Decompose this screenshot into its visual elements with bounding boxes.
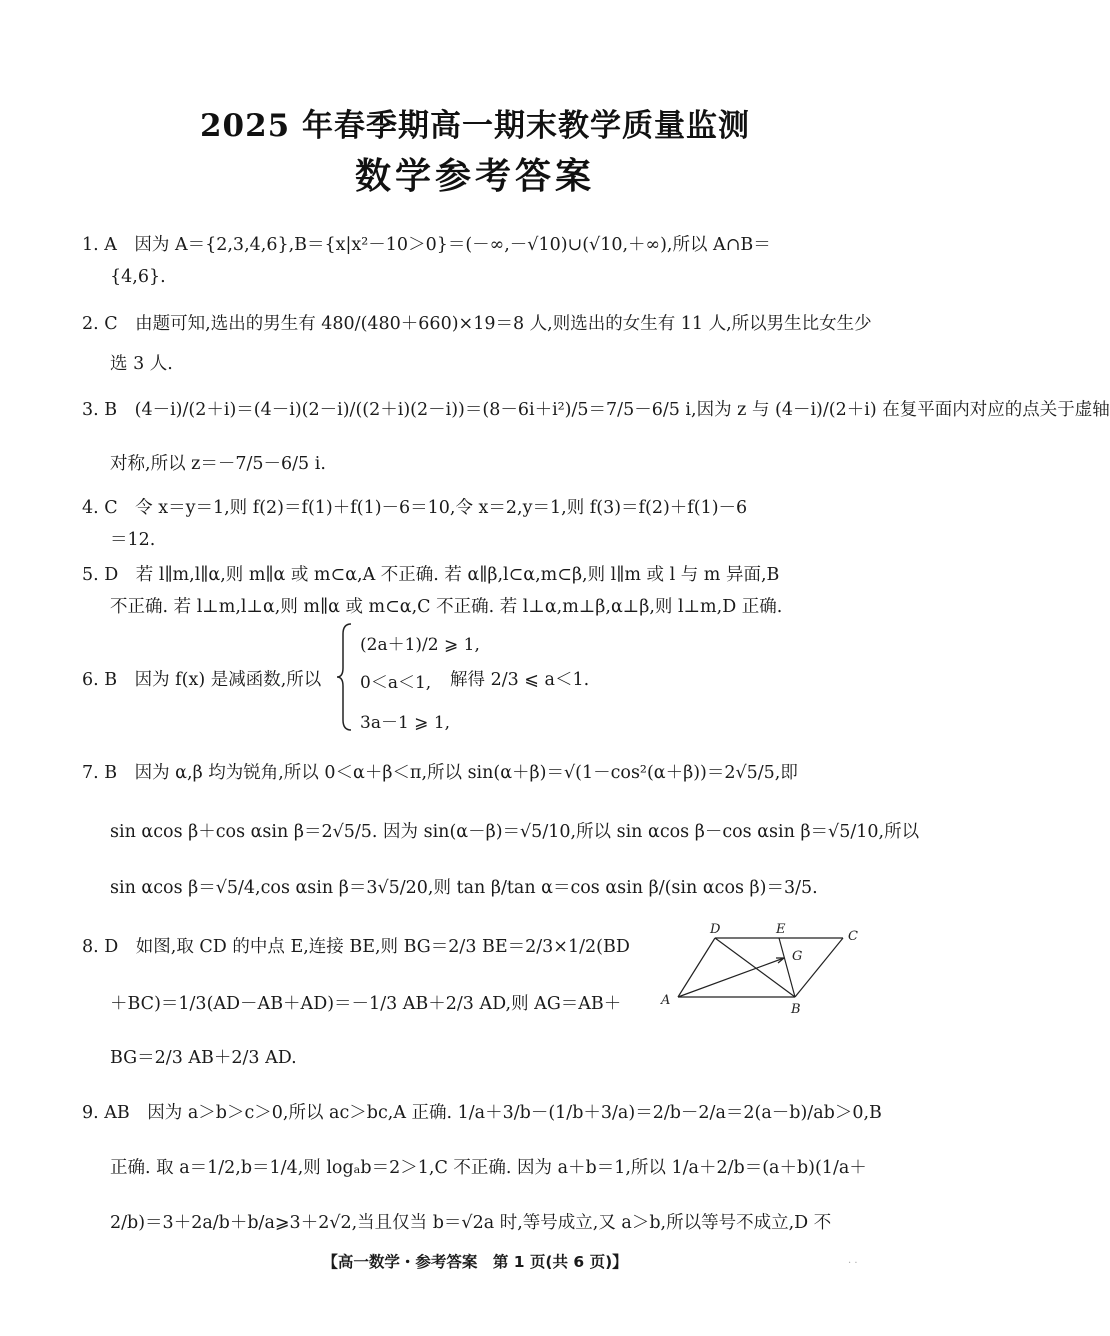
q3-line1: 3. B (4－i)/(2＋i)＝(4－i)(2－i)/((2＋i)(2－i))＝(8－6i＋i²)/5＝7/5－6/5 i,因为 z 与 (4－i)/(2＋i) 在复平面内对应的点关于虚轴 [82, 400, 1110, 420]
page-footer: 【高一数学・参考答案 第 1 页(共 6 页)】 [322, 1253, 628, 1271]
q1-line2: {4,6}. [110, 267, 166, 287]
label-a: A [661, 993, 671, 1008]
q6-lead: 6. B 因为 f(x) 是减函数,所以 [82, 670, 322, 690]
corner-mark: · · [848, 1258, 858, 1269]
edge-cb [795, 938, 843, 997]
answer-title: 数学参考答案 [354, 155, 595, 197]
q8-line1: 8. D 如图,取 CD 的中点 E,连接 BE,则 BG＝2/3 BE＝2/3×1/2(BD [82, 937, 630, 957]
system-brace [335, 622, 355, 732]
label-d: D [710, 922, 721, 937]
q4-line2: ＝12. [110, 530, 156, 550]
segment-eb [779, 938, 795, 997]
q7-line3: sin αcos β＝√5/4,cos αsin β＝3√5/20,则 tan β/tan α＝cos αsin β/(sin αcos β)＝3/5. [110, 878, 818, 898]
edge-ad [678, 938, 715, 997]
q5-line1: 5. D 若 l∥m,l∥α,则 m∥α 或 m⊂α,A 不正确. 若 α∥β,l⊂α,m⊂β,则 l∥m 或 l 与 m 异面,B [82, 565, 780, 585]
q4-line1: 4. C 令 x＝y＝1,则 f(2)＝f(1)＋f(1)－6＝10,令 x＝2,y＝1,则 f(3)＝f(2)＋f(1)－6 [82, 498, 748, 518]
q3-line2: 对称,所以 z＝－7/5－6/5 i. [110, 454, 326, 474]
q2-line1: 2. C 由题可知,选出的男生有 480/(480＋660)×19＝8 人,则选出的女生有 11 人,所以男生比女生少 [82, 314, 872, 334]
exam-title: 2025 年春季期高一期末教学质量监测 [199, 108, 751, 144]
q8-line3: BG＝2/3 AB＋2/3 AD. [110, 1048, 297, 1068]
label-e: E [776, 922, 786, 937]
q6-condition-2: 0＜a＜1, [360, 673, 432, 693]
q7-line2: sin αcos β＋cos αsin β＝2√5/5. 因为 sin(α－β)＝√5/10,所以 sin αcos β－cos αsin β＝√5/10,所以 [110, 822, 920, 842]
label-c: C [848, 929, 858, 944]
q6-result: 解得 2/3 ⩽ a＜1. [450, 670, 590, 690]
q8-line2: ＋BC)＝1/3(AD－AB＋AD)＝－1/3 AB＋2/3 AD,则 AG＝AB＋ [110, 994, 622, 1014]
q2-line2: 选 3 人. [110, 354, 173, 374]
q7-line1: 7. B 因为 α,β 均为锐角,所以 0＜α＋β＜π,所以 sin(α＋β)＝√(1－cos²(α＋β))＝2√5/5,即 [82, 763, 798, 783]
q6-condition-1: (2a＋1)/2 ⩾ 1, [360, 635, 480, 655]
label-b: B [791, 1002, 801, 1017]
q9-line2: 正确. 取 a＝1/2,b＝1/4,则 logₐb＝2＞1,C 不正确. 因为 a＋b＝1,所以 1/a＋2/b＝(a＋b)(1/a＋ [110, 1158, 867, 1178]
q6-condition-3: 3a－1 ⩾ 1, [360, 713, 451, 733]
diagonal-db [715, 938, 795, 997]
parallelogram-figure [655, 918, 870, 1018]
q5-line2: 不正确. 若 l⊥m,l⊥α,则 m∥α 或 m⊂α,C 不正确. 若 l⊥α,m⊥β,α⊥β,则 l⊥m,D 正确. [110, 597, 783, 617]
q9-line1: 9. AB 因为 a＞b＞c＞0,所以 ac＞bc,A 正确. 1/a＋3/b－(1/b＋3/a)＝2/b－2/a＝2(a－b)/ab＞0,B [82, 1103, 882, 1123]
q1-line1: 1. A 因为 A＝{2,3,4,6},B＝{x|x²－10＞0}＝(－∞,－√10)∪(√10,＋∞),所以 A∩B＝ [82, 235, 771, 255]
label-g: G [792, 949, 803, 964]
q9-line3: 2/b)＝3＋2a/b＋b/a⩾3＋2√2,当且仅当 b＝√2a 时,等号成立,又 a＞b,所以等号不成立,D 不 [110, 1213, 832, 1233]
